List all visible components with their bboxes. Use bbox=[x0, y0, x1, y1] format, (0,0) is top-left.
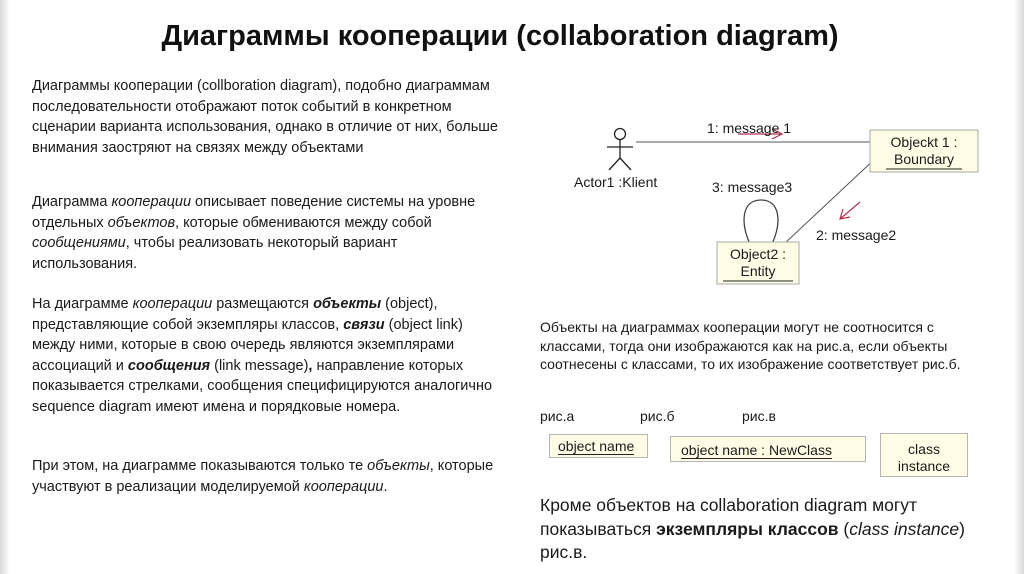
italic-term-cooperation: кооперации bbox=[111, 194, 192, 210]
boundary-object-label bbox=[870, 134, 978, 168]
text-span: размещаются bbox=[212, 296, 314, 312]
italic-term-objects: объектов bbox=[107, 214, 176, 231]
bold-term-objects: объекты bbox=[313, 296, 382, 312]
text-span: . bbox=[383, 478, 388, 495]
italic-term-objects: объекты bbox=[367, 458, 430, 474]
message2-arrow-icon bbox=[840, 202, 860, 219]
sample-object-b bbox=[670, 436, 866, 462]
message3-label: 3: message3 bbox=[712, 179, 793, 195]
text-span: ) рис.в. bbox=[540, 518, 965, 562]
italic-term-cooperation: кооперации bbox=[303, 478, 384, 495]
sample-c-line2: instance bbox=[897, 458, 951, 474]
entity-name: Object2 : bbox=[729, 246, 787, 262]
text-span: направление которых показывается стрелками, сообщения специфицируются аналогично sequence diagram имеют имена и порядковые номера. bbox=[32, 357, 493, 415]
bold-term-class-instances: экземпляры классов bbox=[656, 518, 839, 539]
actor-label: Actor1 :Klient bbox=[574, 174, 658, 190]
text-span: ( bbox=[838, 518, 850, 539]
text-span: (link message) bbox=[210, 357, 309, 374]
paragraph-note bbox=[32, 456, 502, 497]
italic-term-messages: сообщениями bbox=[32, 235, 126, 251]
self-link-entity bbox=[744, 200, 778, 244]
left-edge-shade bbox=[0, 0, 10, 574]
right-edge-shade bbox=[1014, 0, 1024, 574]
text-span: (object), представляющие собой экземпляры классов, bbox=[32, 296, 438, 333]
text-span: (object link) между ними, которые в свою очередь являются экземплярами ассоциаций и bbox=[32, 316, 463, 374]
text-span: Кроме объектов на collaboration diagram могут показываться bbox=[540, 495, 918, 539]
bold-term-links: связи bbox=[343, 316, 385, 333]
actor-figure-icon bbox=[607, 129, 633, 171]
text-span: , которые обмениваются между собой bbox=[175, 214, 432, 231]
bold-comma: , bbox=[308, 357, 313, 374]
text-span: На диаграмме bbox=[32, 296, 133, 312]
text-span: , которые участвуют в реализации моделируемой bbox=[32, 458, 494, 495]
message1-label: 1: message 1 bbox=[707, 120, 792, 136]
italic-term-cooperation: кооперации bbox=[132, 296, 213, 312]
message2-label: 2: message2 bbox=[816, 227, 897, 243]
paragraph-description bbox=[32, 192, 502, 274]
paragraph-intro-text: Диаграммы кооперации (collboration diagram), подобно диаграммам последовательности отображают поток событий в конкретном сценарии варианта использования, однако в отличие от них, больше внимания заостряют на связях между объектами bbox=[32, 78, 498, 156]
sample-object-c bbox=[880, 433, 968, 477]
figure-label-c: рис.в bbox=[742, 408, 776, 424]
collaboration-diagram bbox=[560, 112, 1000, 302]
entity-class: Entity bbox=[740, 263, 776, 279]
sample-a-text: object name bbox=[558, 438, 635, 454]
sample-b-text: object name : NewClass bbox=[681, 442, 832, 458]
paragraph-intro bbox=[32, 76, 502, 158]
entity-object-label bbox=[717, 246, 799, 280]
slide-title: Диаграммы кооперации (collaboration diagram) bbox=[161, 20, 839, 52]
figure-label-b: рис.б bbox=[640, 408, 675, 424]
text-span: При этом, на диаграмме показываются только те bbox=[32, 458, 368, 474]
text-span: описывает поведение системы на уровне отдельных bbox=[32, 194, 476, 231]
figure-label-a: рис.а bbox=[540, 408, 575, 424]
paragraph-elements bbox=[32, 294, 502, 417]
boundary-name: Objeckt 1 : bbox=[890, 134, 958, 150]
bold-term-messages: сообщения bbox=[127, 357, 211, 374]
sample-c-line1: class bbox=[908, 441, 940, 457]
text-span: Диаграмма bbox=[32, 194, 112, 210]
class-instance-note bbox=[540, 494, 1010, 565]
objects-classes-note: Объекты на диаграммах кооперации могут не соотносится с классами, тогда они изображаются как на рис.а, если объекты соотнесены с классами, то их изображение соответствует рис.б. bbox=[540, 319, 961, 372]
boundary-class: Boundary bbox=[894, 151, 954, 167]
text-span: , чтобы реализовать некоторый вариант использования. bbox=[32, 235, 398, 272]
italic-term-class-instance: class instance bbox=[849, 518, 960, 539]
sample-object-a bbox=[549, 434, 648, 458]
